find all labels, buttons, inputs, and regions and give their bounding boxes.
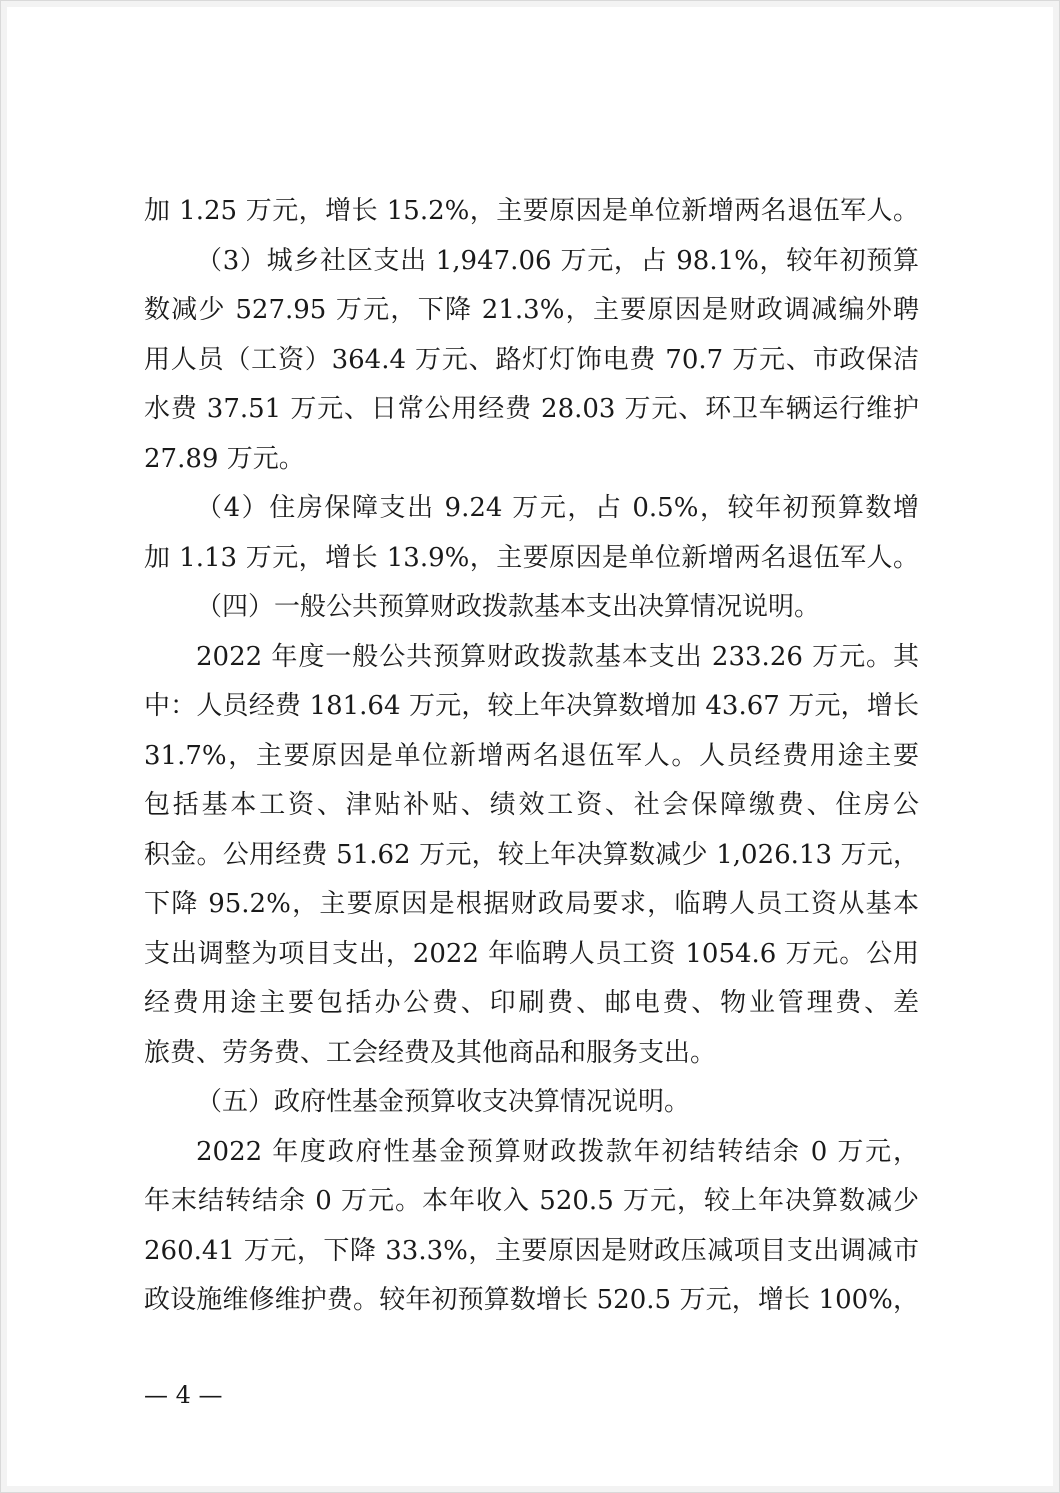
text-line: 数减少 527.95 万元，下降 21.3%，主要原因是财政调减编外聘	[144, 295, 919, 325]
text-line: 下降 95.2%，主要原因是根据财政局要求，临聘人员工资从基本	[144, 889, 919, 919]
text-line: 31.7%，主要原因是单位新增两名退伍军人。人员经费用途主要	[144, 740, 919, 771]
text-line: 年末结转结余 0 万元。本年收入 520.5 万元，较上年决算数减少	[144, 1186, 919, 1216]
text-line: 中：人员经费 181.64 万元，较上年决算数增加 43.67 万元，增长	[144, 691, 919, 721]
text-line: 包括基本工资、津贴补贴、绩效工资、社会保障缴费、住房公	[144, 790, 919, 820]
page-number: — 4 —	[144, 1381, 223, 1409]
text-line: 支出调整为项目支出，2022 年临聘人员工资 1054.6 万元。公用	[144, 938, 919, 969]
text-line: 经费用途主要包括办公费、印刷费、邮电费、物业管理费、差	[144, 988, 919, 1018]
text-line: 积金。公用经费 51.62 万元，较上年决算数减少 1,026.13 万元，	[144, 839, 919, 870]
text-line: 政设施维修维护费。较年初预算数增长 520.5 万元，增长 100%，	[144, 1285, 919, 1315]
text-line: 水费 37.51 万元、日常公用经费 28.03 万元、环卫车辆运行维护	[144, 394, 919, 424]
text-line: 用人员（工资）364.4 万元、路灯灯饰电费 70.7 万元、市政保洁	[144, 344, 919, 375]
section-heading: （五）政府性基金预算收支决算情况说明。	[196, 1087, 691, 1117]
text-line: （3）城乡社区支出 1,947.06 万元，占 98.1%，较年初预算	[196, 245, 919, 276]
text-line: （4）住房保障支出 9.24 万元，占 0.5%，较年初预算数增	[196, 493, 919, 523]
text-line: 加 1.13 万元，增长 13.9%，主要原因是单位新增两名退伍军人。	[144, 542, 919, 573]
body-text	[144, 187, 919, 1326]
text-line: 27.89 万元。	[144, 443, 305, 474]
text-line: 加 1.25 万元，增长 15.2%，主要原因是单位新增两名退伍军人。	[144, 196, 919, 226]
section-heading: （四）一般公共预算财政拨款基本支出决算情况说明。	[196, 592, 821, 622]
text-line: 2022 年度政府性基金预算财政拨款年初结转结余 0 万元，	[196, 1136, 919, 1167]
text-line: 260.41 万元，下降 33.3%，主要原因是财政压减项目支出调减市	[144, 1235, 919, 1266]
text-line: 旅费、劳务费、工会经费及其他商品和服务支出。	[144, 1037, 717, 1068]
text-line: 2022 年度一般公共预算财政拨款基本支出 233.26 万元。其	[196, 641, 919, 672]
